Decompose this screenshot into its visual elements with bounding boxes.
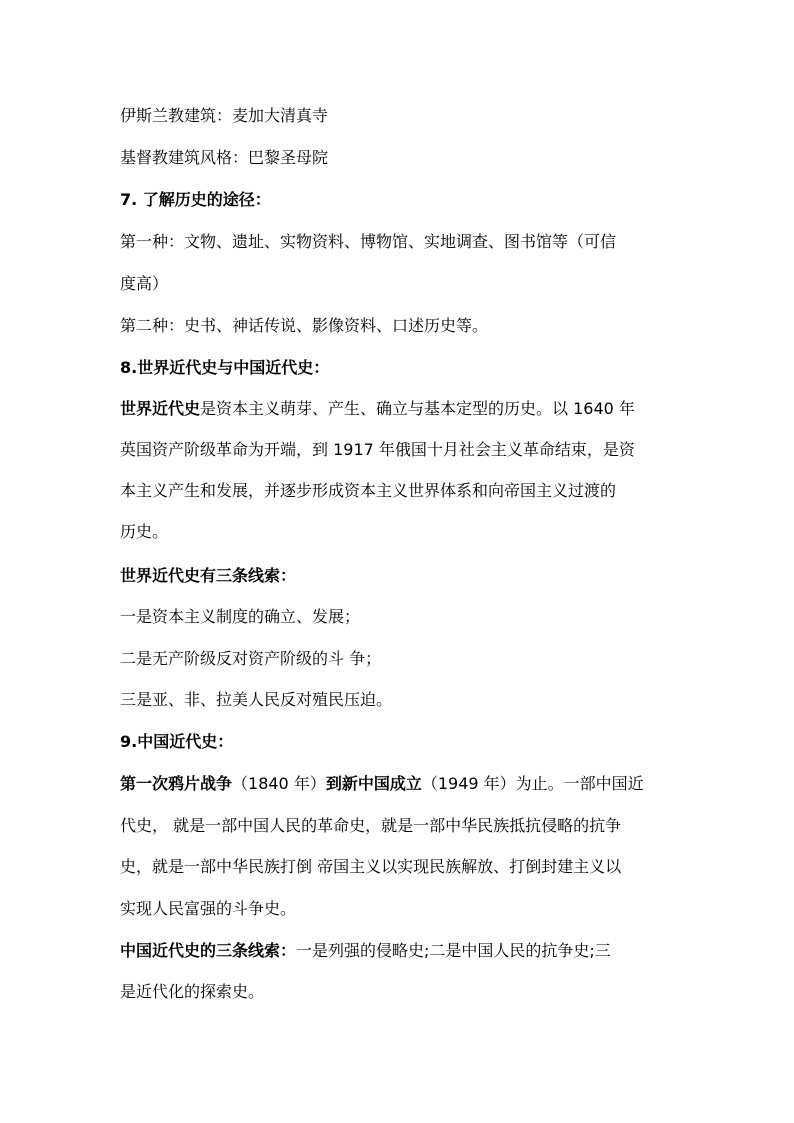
section-heading-7: 7. 了解历史的途径： bbox=[120, 190, 271, 209]
text-segment: 一是列强的侵略史;二是中国人民的抗争史;三 bbox=[296, 941, 611, 960]
list-item-clue-3: 三是亚、非、拉美人民反对殖民压迫。 bbox=[120, 690, 393, 709]
text-line: 实现人民富强的斗争史。 bbox=[120, 899, 297, 918]
text-line: 历史。 bbox=[120, 522, 169, 541]
text-line: 本主义产生和发展，并逐步形成资本主义世界体系和向帝国主义过渡的 bbox=[120, 481, 617, 500]
list-item-clue-2: 二是无产阶级反对资产阶级的斗 争； bbox=[120, 649, 382, 668]
text-line-first-type: 第一种：文物、遗址、实物资料、博物馆、实地调查、图书馆等（可信 bbox=[120, 232, 617, 251]
section-heading-9: 9.中国近代史： bbox=[120, 732, 234, 751]
term-new-china-founded: 到新中国成立 bbox=[325, 774, 422, 793]
section-heading-8: 8.世界近代史与中国近代史： bbox=[120, 358, 330, 377]
text-line-islamic-architecture: 伊斯兰教建筑：麦加大清真寺 bbox=[120, 106, 329, 125]
term-china-three-clues: 中国近代史的三条线索： bbox=[120, 941, 297, 960]
text-line: 代史， 就是一部中国人民的革命史，就是一部中华民族抵抗侵略的抗争 bbox=[120, 816, 622, 835]
list-item-clue-1: 一是资本主义制度的确立、发展； bbox=[120, 607, 361, 626]
term-world-modern-history: 世界近代史 bbox=[120, 399, 201, 418]
text-line: 是近代化的探索史。 bbox=[120, 982, 265, 1001]
text-line-first-type-cont: 度高） bbox=[120, 274, 169, 293]
text-line: 史，就是一部中华民族打倒 帝国主义以实现民族解放、打倒封建主义以 bbox=[120, 857, 622, 876]
subheading-three-clues: 世界近代史有三条线索： bbox=[120, 566, 297, 585]
text-line: 英国资产阶级革命为开端，到 1917 年俄国十月社会主义革命结束，是资 bbox=[120, 440, 635, 459]
text-line-second-type: 第二种：史书、神话传说、影像资料、口述历史等。 bbox=[120, 316, 489, 335]
text-line-christian-architecture: 基督教建筑风格：巴黎圣母院 bbox=[120, 148, 329, 167]
paragraph-china-modern-history bbox=[120, 774, 680, 794]
paragraph-china-three-clues bbox=[120, 941, 680, 961]
text-segment-1949: （1949 年）为止。一部中国近 bbox=[421, 774, 644, 793]
term-first-opium-war: 第一次鸦片战争 bbox=[120, 774, 233, 793]
text-segment-1840: （1840 年） bbox=[232, 774, 326, 793]
text-segment: 是资本主义萌芽、产生、确立与基本定型的历史。以 1640 年 bbox=[200, 399, 635, 418]
paragraph-world-modern-history bbox=[120, 399, 680, 419]
